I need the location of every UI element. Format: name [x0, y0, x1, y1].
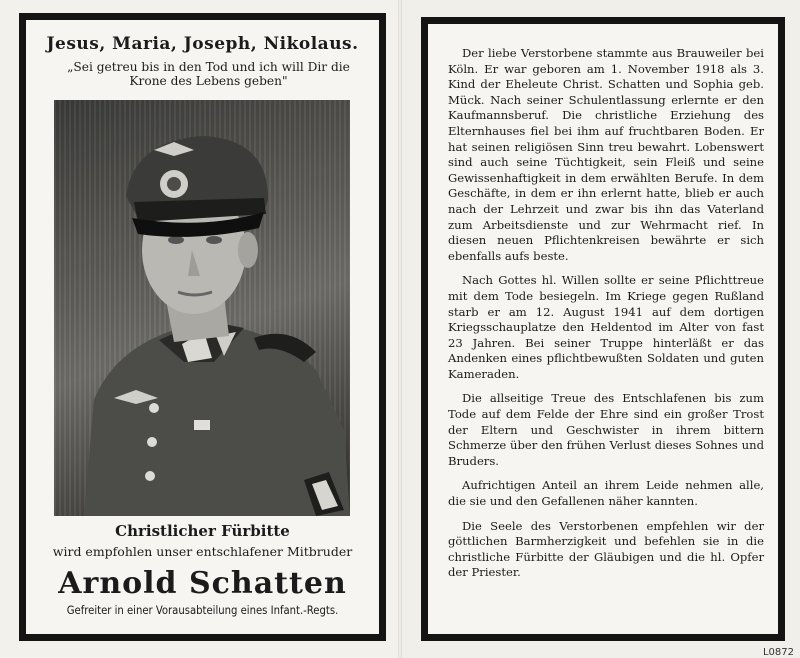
card-fold — [398, 0, 402, 658]
soldier-figure — [54, 100, 350, 516]
deceased-name: Arnold Schatten — [58, 566, 347, 601]
soldier-portrait-photo — [54, 100, 350, 516]
obituary-paragraph-1: Der liebe Verstorbene stammte aus Brauweiler bei Köln. Er war geboren am 1. November 1918 als 3. Kind der Eheleute Christ. Schatten und Sophia geb. Mück. Nach seiner Schulentlassung erlernte er den Kaufmannsberuf. Die christliche Erziehung des Elternhauses fiel bei ihm auf fruchtbaren Boden. Er hat seinen religiösen Sinn treu bewahrt. Lobenswert sind auch seine Tüchtigkeit, sein Fleiß und seine Gewissenhaftigkeit in dem erwählten Berufe. In dem Geschäfte, in dem er ihn erlernt hatte, blieb er auch nach der Lehrzeit und zwar bis ihn das Vaterland zum Arbeitsdienste und zur Wehrmacht rief. In diesen neuen Pflichtenkreisen bewährte er sich ebenfalls aufs beste. — [448, 46, 764, 263]
obituary-text — [448, 46, 764, 590]
obituary-paragraph-3: Die allseitige Treue des Entschlafenen bis zum Tode auf dem Felde der Ehre sind ein großer Trost der Eltern und Geschwister in ihrem bittern Schmerze über den frühen Verlust dieses Sohnes und Bruders. — [448, 391, 764, 468]
caption-subtitle: wird empfohlen unser entschlafener Mitbruder — [52, 544, 353, 559]
right-frame — [421, 17, 785, 641]
invocation: Jesus, Maria, Joseph, Nikolaus. — [46, 34, 359, 54]
card-code: L0872 — [762, 647, 794, 658]
obituary-paragraph-2: Nach Gottes hl. Willen sollte er seine Pflichttreue mit dem Tode besiegeln. Im Kriege gegen Rußland starb er am 12. August 1941 auf dem dortigen Kriegsschauplatze den Heldentod im Alter von fast 23 Jahren. Bei seiner Truppe hinterläßt er das Andenken eines pflichtbewußten Soldaten und guten Kameraden. — [448, 273, 764, 381]
obituary-paragraph-4: Aufrichtigen Anteil an ihrem Leide nehmen alle, die sie und den Gefallenen näher kannten. — [448, 478, 764, 509]
obituary-paragraph-5: Die Seele des Verstorbenen empfehlen wir der göttlichen Barmherzigkeit und befehlen sie in die christliche Fürbitte der Gläubigen und die hl. Opfer der Priester. — [448, 518, 764, 580]
left-frame — [19, 13, 386, 641]
caption-title: Christlicher Fürbitte — [115, 522, 290, 540]
bible-verse: „Sei getreu bis in den Tod und ich will Dir die Krone des Lebens geben" — [67, 60, 350, 88]
military-rank: Gefreiter in einer Vorausabteilung eines Infant.-Regts. — [66, 604, 339, 617]
